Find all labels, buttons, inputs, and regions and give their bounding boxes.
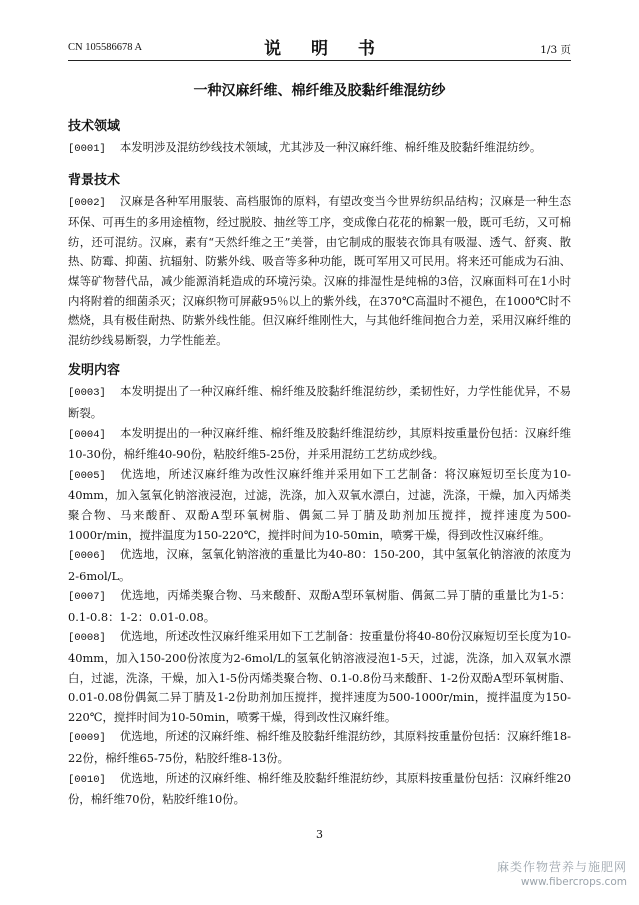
- paragraph: [68, 138, 571, 160]
- paragraph: [68, 769, 571, 810]
- paragraph: [68, 465, 571, 545]
- paragraph: [68, 727, 571, 768]
- section-heading-technical-field: 技术领域: [68, 119, 121, 134]
- paragraph-number: [0007]: [68, 591, 106, 604]
- watermark-site-name: 麻类作物营养与施肥网: [496, 860, 627, 874]
- document-body: [68, 110, 571, 810]
- header-divider: [68, 60, 571, 61]
- paragraph: [68, 586, 571, 627]
- paragraph-number: [0009]: [68, 732, 106, 745]
- paragraph-text: 优选地，所述汉麻纤维为改性汉麻纤维并采用如下工艺制备：将汉麻短切至长度为10-40mm，加入氢氧化钠溶液浸泡，过滤，洗涤，加入双氧水漂白，过滤，洗涤，干燥，加入丙烯类聚合物、马来酸酐、双酚A型环氧树脂、偶氮二异丁腈及助剂加压搅拌，搅拌速度为500-1000r/min，搅拌温度为150-220℃，搅拌时间为10-50min，喷雾干燥，得到改性汉麻纤维。: [68, 466, 571, 542]
- paragraph-number: [0003]: [68, 387, 106, 400]
- paragraph-text: 优选地，丙烯类聚合物、马来酸酐、双酚A型环氧树脂、偶氮二异丁腈的重量比为1-5：0.1-0.8：1-2：0.01-0.08。: [68, 588, 571, 624]
- paragraph-text: 优选地，汉麻，氢氧化钠溶液的重量比为40-80：150-200，其中氢氧化钠溶液的浓度为2-6mol/L。: [68, 547, 571, 583]
- page-header: [68, 34, 571, 58]
- watermark-url: www.fibercrops.com: [520, 876, 627, 888]
- paragraph-text: 优选地，所述的汉麻纤维、棉纤维及胶黏纤维混纺纱，其原料按重量份包括：汉麻纤维18-22份，棉纤维65-75份，粘胶纤维8-13份。: [68, 729, 572, 766]
- paragraph-number: [0008]: [68, 632, 106, 645]
- paragraph: [68, 627, 571, 727]
- paragraph-number: [0002]: [68, 196, 106, 209]
- publication-number: CN 105586678 A: [68, 42, 143, 53]
- paragraph-number: [0010]: [68, 773, 106, 786]
- paragraph: [68, 545, 571, 586]
- paragraph: [68, 192, 571, 351]
- paragraph: [68, 382, 571, 423]
- paragraph-text: 本发明提出的一种汉麻纤维、棉纤维及胶黏纤维混纺纱，其原料按重量份包括：汉麻纤维10-30份，棉纤维40-90份，粘胶纤维5-25份，并采用混纺工艺纺成纱线。: [68, 425, 571, 462]
- paragraph-number: [0004]: [68, 428, 106, 441]
- page-count: 1/3 页: [540, 44, 571, 56]
- paragraph-text: 优选地，所述改性汉麻纤维采用如下工艺制备：按重量份将40-80份汉麻短切至长度为10-40mm，加入150-200份浓度为2-6mol/L的氢氧化钠溶液浸泡1-5天，过滤，洗涤，加入双氧水漂白，过滤，洗涤，干燥，加入1-5份丙烯类聚合物、0.1-0.8份马来酸酐、1-2份双酚A型环氧树脂、0.01-0.08份偶氮二异丁腈及1-2份助剂加压搅拌，搅拌速度为500-1000r/min，搅拌温度为150-220℃，搅拌时间为10-50min，喷雾干燥，得到改性汉麻纤维。: [68, 629, 571, 724]
- paragraph: [68, 424, 571, 465]
- paragraph-number: [0006]: [68, 550, 106, 563]
- paragraph-text: 本发明涉及混纺纱线技术领域，尤其涉及一种汉麻纤维、棉纤维及胶黏纤维混纺纱。: [119, 140, 542, 154]
- section-heading-summary: 发明内容: [68, 363, 121, 379]
- document-title: 一种汉麻纤维、棉纤维及胶黏纤维混纺纱: [193, 83, 446, 99]
- paragraph-number: [0005]: [68, 469, 106, 482]
- paragraph-text: 汉麻是各种军用服装、高档服饰的原料，有望改变当今世界纺织品结构；汉麻是一种生态环保、可再生的多用途植物，经过脱胶、抽丝等工序，变成像白花花的棉絮一般，既可毛纺，又可棉纺，还可混纺。汉麻，素有“天然纤维之王”美誉，由它制成的服装衣饰具有吸湿、透气、舒爽、散热、防霉、抑菌、抗辐射、防紫外线、吸音等多种功能，既可军用又可民用。将来还可能成为石油、煤等矿物替代品，减少能源消耗造成的环境污染。汉麻的排湿性是纯棉的3倍，汉麻面料可在1小时内将附着的细菌杀灭；汉麻织物可屏蔽95％以上的紫外线，在370℃高温时不褪色，在1000℃时不燃烧，具有极佳耐热、防紫外线性能。但汉麻纤维刚性大，与其他纤维间抱合力差，采用汉麻纤维的混纺纱线易断裂，力学性能差。: [68, 193, 571, 347]
- page-number: 3: [316, 828, 323, 841]
- document-type: 说 明 书: [264, 39, 387, 59]
- section-heading-background: 背景技术: [68, 172, 121, 188]
- paragraph-number: [0001]: [68, 143, 106, 155]
- paragraph-text: 优选地，所述的汉麻纤维、棉纤维及胶黏纤维混纺纱，其原料按重量份包括：汉麻纤维20份，棉纤维70份，粘胶纤维10份。: [68, 770, 571, 807]
- paragraph-text: 本发明提出了一种汉麻纤维、棉纤维及胶黏纤维混纺纱，柔韧性好，力学性能优异，不易断裂。: [68, 384, 571, 420]
